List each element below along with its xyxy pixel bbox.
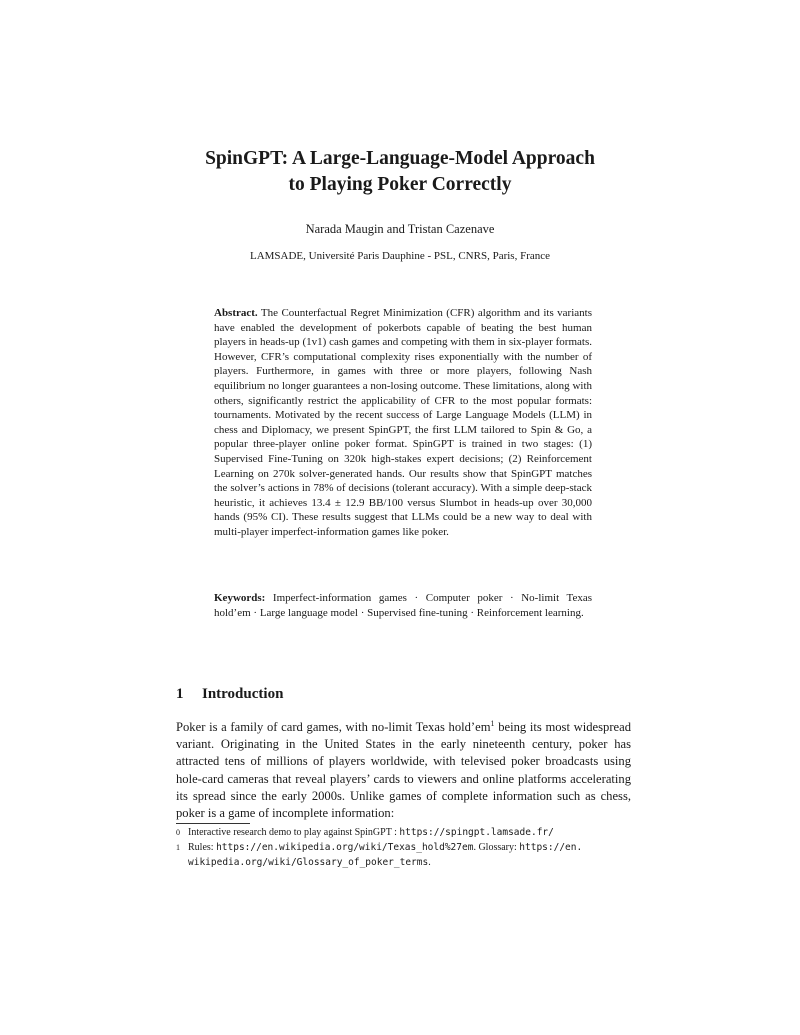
footnote-0-link[interactable]: https://spingpt.lamsade.fr/ bbox=[399, 827, 554, 838]
abstract bbox=[214, 306, 592, 540]
paper-title bbox=[0, 146, 800, 198]
section-title: Introduction bbox=[202, 686, 284, 702]
footnote-1-rules-label: Rules: bbox=[188, 842, 217, 853]
footnote-1-end: . bbox=[428, 857, 431, 868]
title-line-2: to Playing Poker Correctly bbox=[288, 174, 512, 195]
footnote-1 bbox=[176, 840, 636, 870]
footnote-1-glossary-label: . Glossary: bbox=[473, 842, 520, 853]
keywords-text: Imperfect-information games · Computer poker · No-limit Texas hold’em · Large language model · Supervised fine-tuning · Reinforcement learning. bbox=[214, 592, 593, 619]
footnote-ref-1[interactable]: 1 bbox=[490, 718, 495, 728]
abstract-label: Abstract. bbox=[214, 307, 258, 319]
abstract-text: The Counterfactual Regret Minimization (CFR) algorithm and its variants have enabled the development of pokerbots capable of beating the best human players in heads-up (1v1) cash games and competing with them in six-player formats. However, CFR’s computational complexity rises exponentially with the number of players. Furthermore, in games with three or more players, following Nash equilibrium no longer guarantees a non-losing outcome. These limitations, along with others, significantly restrict the applicability of CFR to the most popular formats: tournaments. Motivated by the recent success of Large Language Models (LLM) in chess and Diplomacy, we present SpinGPT, the first LLM tailored to Spin & Go, a popular three-player online poker format. SpinGPT is trained in two stages: (1) Supervised Fine-Tuning on 320k high-stakes expert decisions; (2) Reinforcement Learning on 270k solver-generated hands. Our results show that SpinGPT matches the solver’s actions in 78% of decisions (tolerant accuracy). With a simple deep-stack heuristic, it achieves 13.4 ± 12.9 BB/100 versus Slumbot in heads-up over 30,000 hands (95% CI). These results suggest that LLMs could be a new way to deal with multi-player imperfect-information games like poker. bbox=[214, 307, 592, 538]
footnote-1-glossary-link-b[interactable]: wikipedia.org/wiki/Glossary_of_poker_terms bbox=[188, 857, 429, 868]
title-line-1: SpinGPT: A Large-Language-Model Approach bbox=[205, 148, 595, 169]
section-number: 1 bbox=[176, 686, 184, 702]
section-heading bbox=[176, 686, 636, 703]
footnote-1-rules-link[interactable]: https://en.wikipedia.org/wiki/Texas_hold%27em bbox=[216, 842, 474, 853]
footnote-1-continuation bbox=[176, 855, 636, 870]
keywords-label: Keywords: bbox=[214, 592, 266, 604]
footnote-divider bbox=[176, 823, 250, 824]
intro-paragraph bbox=[176, 719, 631, 822]
footnote-1-mark: 1 bbox=[176, 843, 180, 852]
footnote-1-glossary-link-a[interactable]: https://en. bbox=[519, 842, 583, 853]
footnote-0 bbox=[176, 825, 636, 840]
footnote-0-text: Interactive research demo to play against SpinGPT : bbox=[188, 827, 400, 838]
authors: Narada Maugin and Tristan Cazenave bbox=[305, 222, 495, 236]
footnote-0-mark: 0 bbox=[176, 828, 180, 837]
intro-text-after: being its most widespread variant. Originating in the United States in the early nineteenth century, poker has attracted tens of millions of players worldwide, with televised poker broadcasts using hole-card cameras that reveal players’ cards to viewers and online platforms accelerating its spread since the early 2000s. Unlike games of complete information such as chess, poker is a game of incomplete information: bbox=[176, 720, 631, 821]
intro-text-before: Poker is a family of card games, with no-limit Texas hold’em bbox=[176, 720, 491, 734]
keywords bbox=[214, 591, 592, 620]
affiliation: LAMSADE, Université Paris Dauphine - PSL, CNRS, Paris, France bbox=[249, 250, 551, 262]
